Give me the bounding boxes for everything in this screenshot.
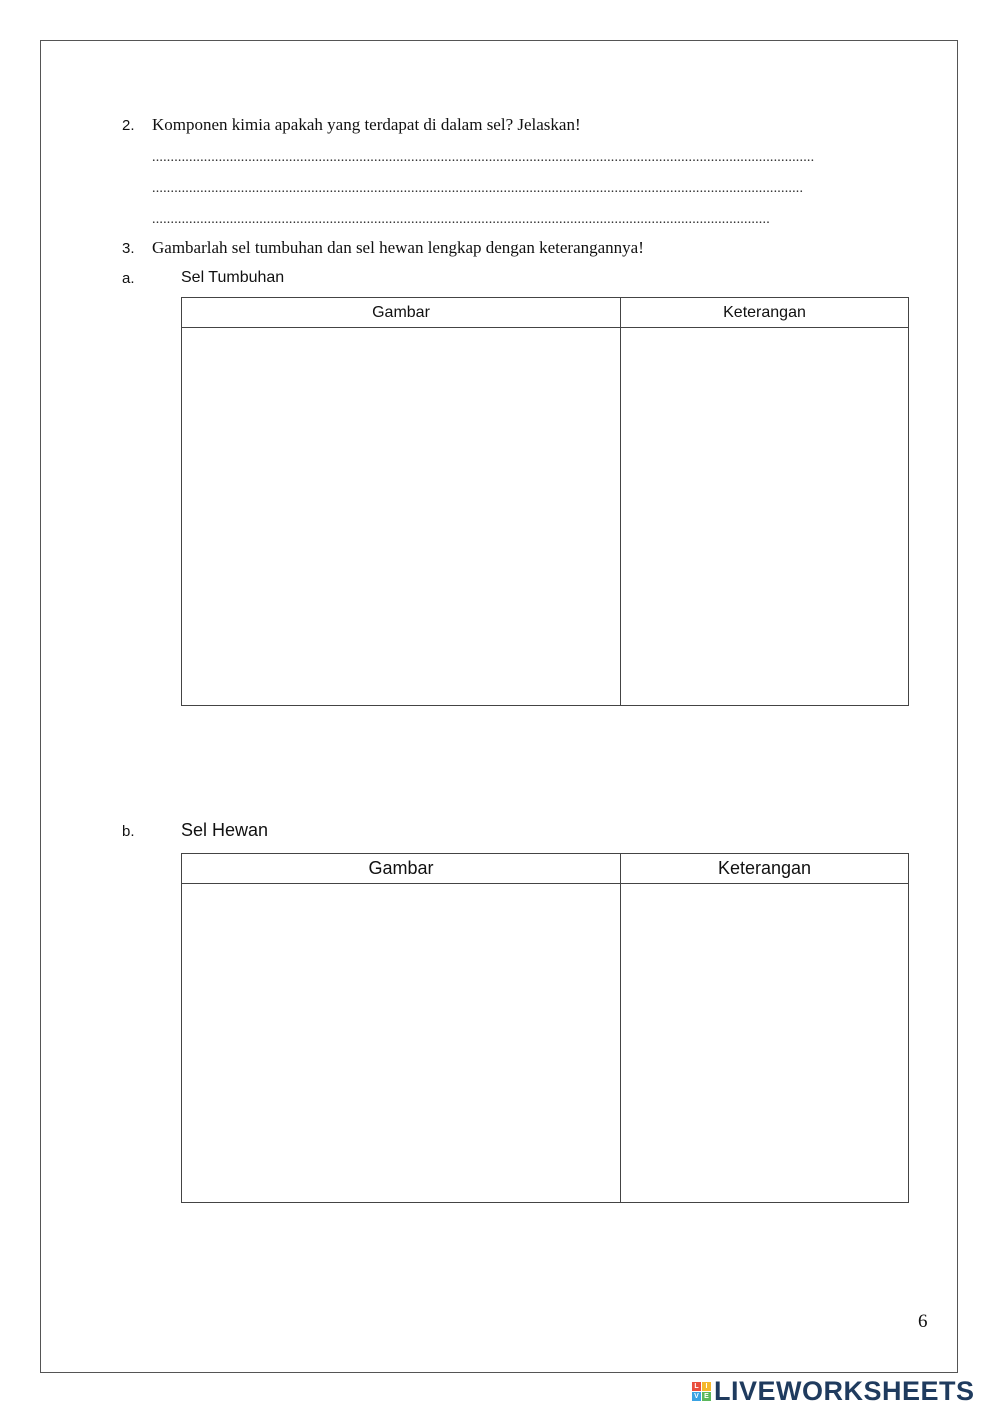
question-2-number: 2. bbox=[122, 117, 135, 134]
logo-tile-v: V bbox=[692, 1392, 701, 1401]
plant-table-header-gambar: Gambar bbox=[182, 298, 621, 328]
question-3-number: 3. bbox=[122, 240, 135, 257]
animal-notes-cell[interactable] bbox=[621, 884, 909, 1203]
logo-tile-e: E bbox=[702, 1392, 711, 1401]
answer-line-1[interactable]: ................................................................................................................................................................................... bbox=[152, 150, 815, 165]
page-number: 6 bbox=[918, 1311, 928, 1332]
liveworksheets-logo[interactable] bbox=[692, 1376, 975, 1407]
liveworksheets-logo-icon bbox=[692, 1382, 711, 1401]
question-3-text: Gambarlah sel tumbuhan dan sel hewan lengkap dengan keterangannya! bbox=[152, 238, 644, 257]
liveworksheets-wordmark: LIVEWORKSHEETS bbox=[714, 1376, 975, 1406]
animal-table-header-keterangan: Keterangan bbox=[621, 854, 909, 884]
plant-table-header-keterangan: Keterangan bbox=[621, 298, 909, 328]
question-2-text: Komponen kimia apakah yang terdapat di dalam sel? Jelaskan! bbox=[152, 115, 581, 134]
answer-line-2[interactable]: ................................................................................................................................................................................ bbox=[152, 181, 804, 196]
animal-drawing-cell[interactable] bbox=[182, 884, 621, 1203]
section-b-title: Sel Hewan bbox=[181, 820, 269, 840]
section-a-letter: a. bbox=[122, 270, 135, 287]
section-a-title: Sel Tumbuhan bbox=[181, 269, 285, 286]
logo-tile-l: L bbox=[692, 1382, 701, 1391]
plant-notes-cell[interactable] bbox=[621, 328, 909, 706]
plant-drawing-cell[interactable] bbox=[182, 328, 621, 706]
logo-tile-i: I bbox=[702, 1382, 711, 1391]
answer-line-3[interactable]: ....................................................................................................................................................................... bbox=[152, 212, 770, 227]
animal-table-header-gambar: Gambar bbox=[182, 854, 621, 884]
plant-cell-table bbox=[181, 297, 909, 706]
section-b-letter: b. bbox=[122, 823, 135, 840]
animal-cell-table bbox=[181, 853, 909, 1203]
